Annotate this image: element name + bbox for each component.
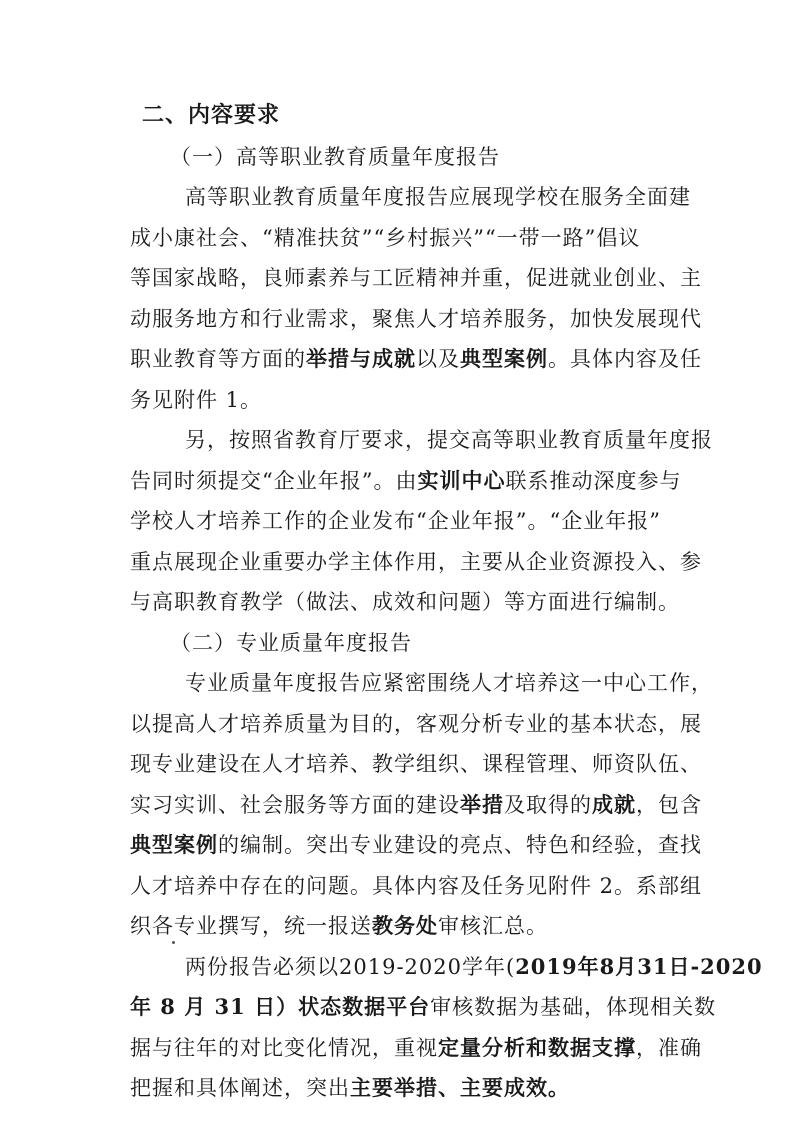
para-3-line-6: 人才培养中存在的问题。具体内容及任务见附件 2。系部组 [130, 873, 703, 898]
para-4-line-4-emphasis: 主要举措、主要成效。 [350, 1075, 570, 1100]
subheading-1: （一）高等职业教育质量年度报告 [170, 144, 500, 169]
para-3-line-5: 典型案例的编制。突出专业建设的亮点、特色和经验，查找 [130, 832, 702, 857]
para-4-line-1: 两份报告必须以2019-2020学年(2019年8月31日-2020 [185, 953, 763, 979]
para-4-line-4 [130, 1072, 570, 1104]
para-1-line-6: 务见附件 1。 [130, 387, 263, 412]
para-3-line-4: 实习实训、社会服务等方面的建设举措及取得的成就，包含 [130, 791, 702, 817]
para-2-line-5: 与高职教育教学（做法、成效和问题）等方面进行编制。 [130, 590, 680, 614]
para-1-line-3: 等国家战略，良师素养与工匠精神并重，促进就业创业、主 [130, 266, 702, 290]
subheading-2: （二）专业质量年度报告 [170, 630, 412, 655]
para-2-line-4: 重点展现企业重要办学主体作用，主要从企业资源投入、参 [130, 549, 702, 574]
para-1-line-1: 高等职业教育质量年度报告应展现学校在服务全面建 [185, 185, 691, 209]
para-3-line-2: 以提高人才培养质量为目的，客观分析专业的基本状态，展 [130, 711, 702, 736]
para-2-line-3: 学校人才培养工作的企业发布“企业年报”。“企业年报” [130, 509, 661, 533]
para-2-line-2: 告同时须提交“企业年报”。由实训中心联系推动深度参与 [130, 467, 682, 493]
para-1-line-4: 动服务地方和行业需求，聚焦人才培养服务，加快发展现代 [130, 306, 702, 331]
para-1-line-5: 职业教育等方面的举措与成就以及典型案例。具体内容及任 [130, 346, 702, 371]
scan-speck [172, 941, 175, 944]
para-2-line-1: 另，按照省教育厅要求，提交高等职业教育质量年度报 [185, 428, 713, 452]
para-4-line-3: 据与往年的对比变化情况，重视定量分析和数据支撑，准确 [130, 1034, 702, 1060]
para-4-line-2: 年 8 月 31 日）状态数据平台审核数据为基础，体现相关数 [130, 994, 717, 1019]
para-3-line-3: 现专业建设在人才培养、教学组织、课程管理、师资队伍、 [130, 752, 702, 776]
para-3-line-7: 织各专业撰写，统一报送教务处审核汇总。 [130, 913, 548, 938]
para-3-line-1: 专业质量年度报告应紧密围绕人才培养这一中心工作， [185, 671, 713, 695]
para-1-line-2: 成小康社会、“精准扶贫”“乡村振兴”“一带一路”倡议 [130, 225, 641, 250]
section-heading: 二、内容要求 [142, 103, 281, 128]
para-4-line-4-text: 把握和具体阐述，突出 [130, 1076, 350, 1100]
